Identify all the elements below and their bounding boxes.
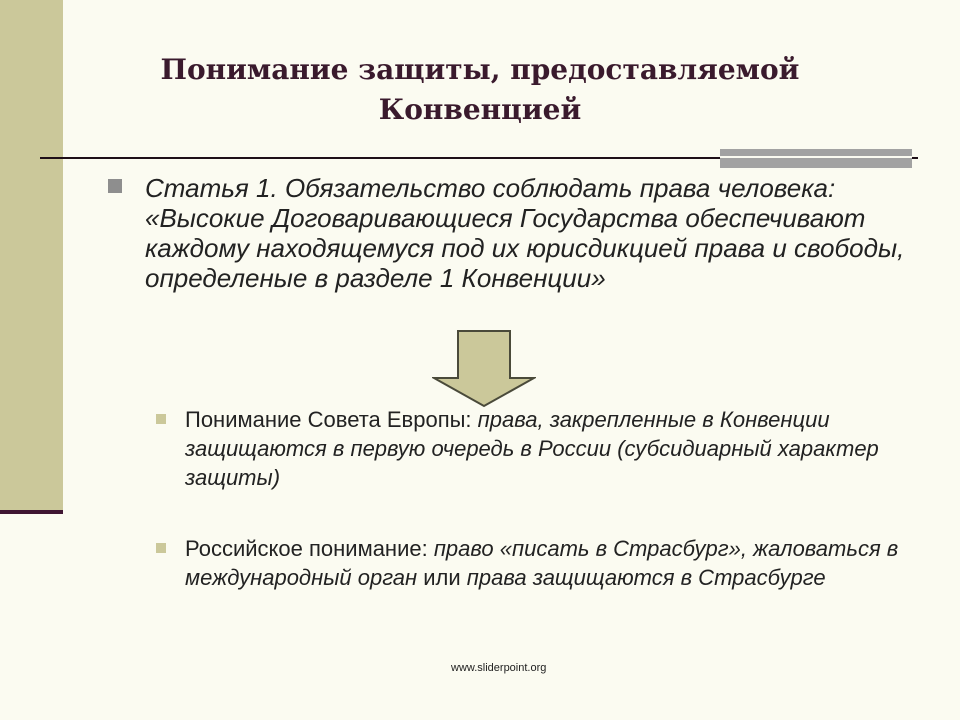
down-arrow-icon [432, 330, 536, 408]
left-decorative-bar [0, 0, 63, 510]
sub-bullet-text [185, 534, 912, 592]
down-arrow-shape [434, 331, 534, 406]
slide-title-line-2: Конвенцией [378, 93, 582, 126]
footer-source: www.sliderpoint.org [451, 662, 547, 674]
main-bullet [105, 173, 905, 293]
sub-bullet-italic: права, закрепленные в Конвенции защищаются в первую очередь в России (субсидиарный характер защиты) [185, 407, 879, 490]
sub-bullet-italic: право «писать в Страсбург», жаловаться в международный орган [185, 536, 899, 590]
sub-bullet-plain: Понимание Совета Европы: [185, 407, 478, 432]
square-bullet-icon [156, 414, 166, 424]
slide-title-line-1: Понимание защиты, предоставляемой [160, 53, 800, 86]
sub-bullet-italic-2: права защищаются в Страсбурге [466, 565, 826, 590]
sub-bullet-plain: Российское понимание: [185, 536, 434, 561]
sub-bullet-plain-2: или [423, 565, 467, 590]
title-accent-bar [720, 149, 912, 168]
sub-bullet-russian-understanding [152, 534, 912, 592]
left-bar-rule [0, 510, 63, 514]
square-bullet-icon [108, 179, 122, 193]
square-bullet-icon [156, 543, 166, 553]
main-bullet-text: Статья 1. Обязательство соблюдать права человека: «Высокие Договаривающиеся Государства обеспечивают каждому находящемуся под их юрисдикцией права и свободы, определеные в разделе 1 Конвенции» [145, 173, 905, 293]
slide-title [150, 50, 810, 130]
sub-bullet-text [185, 405, 912, 492]
sub-bullet-council-of-europe [152, 405, 912, 492]
